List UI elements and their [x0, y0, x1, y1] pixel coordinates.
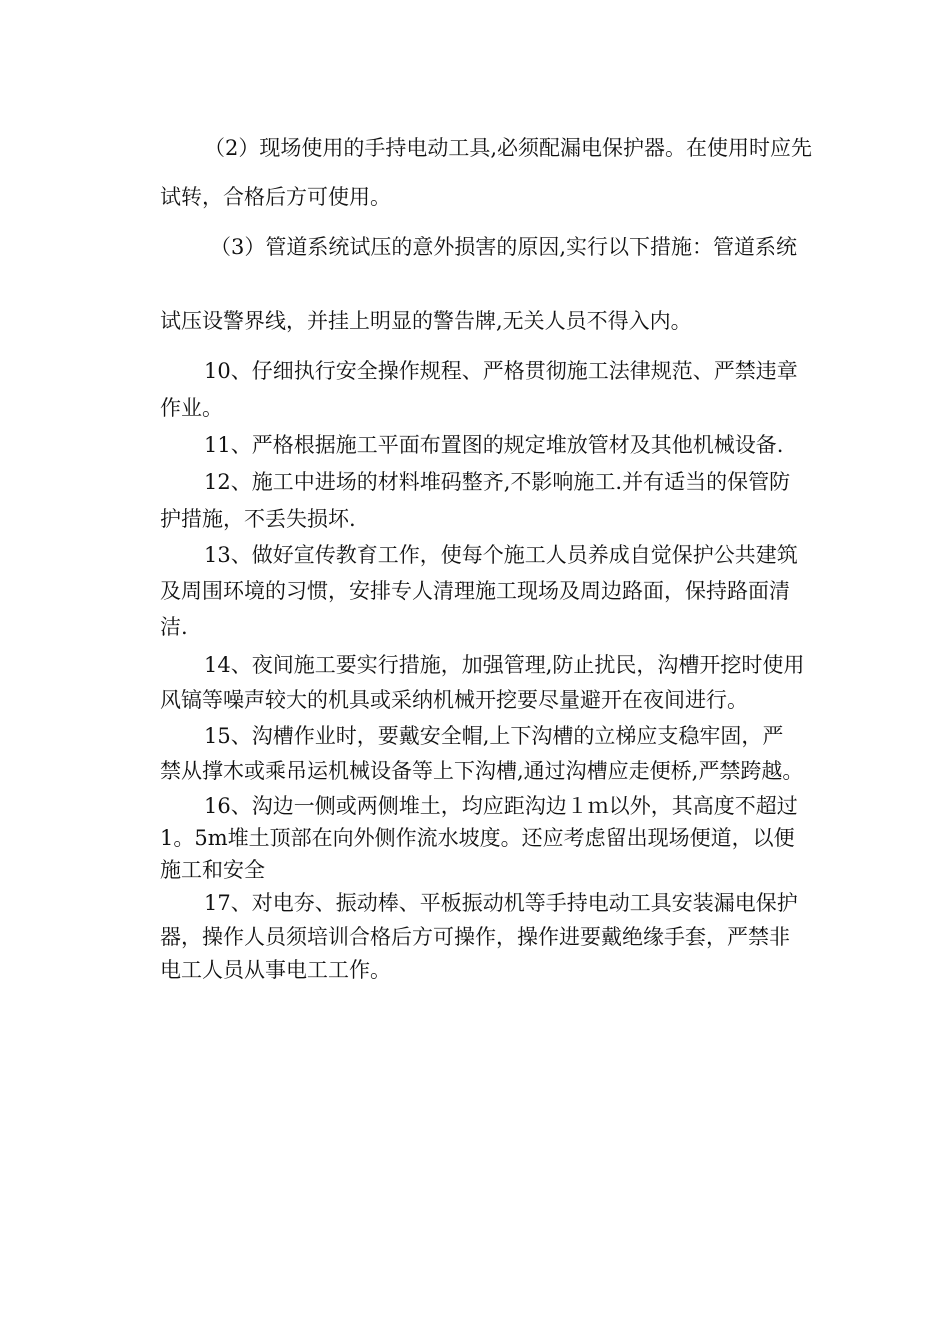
text-line: 试转，合格后方可使用。 — [160, 185, 391, 209]
text-line: 13、做好宣传教育工作，使每个施工人员养成自觉保护公共建筑 — [204, 543, 798, 567]
text-line: 禁从撑木或乘吊运机械设备等上下沟槽,通过沟槽应走便桥,严禁跨越。 — [160, 759, 804, 783]
text-line: 15、沟槽作业时，要戴安全帽,上下沟槽的立梯应支稳牢固，严 — [204, 724, 784, 748]
text-line: 电工人员从事电工工作。 — [160, 958, 391, 982]
text-line: 11、严格根据施工平面布置图的规定堆放管材及其他机械设备. — [204, 433, 784, 457]
text-line: 施工和安全 — [160, 858, 265, 882]
text-line: 1。5m堆土顶部在向外侧作流水坡度。还应考虑留出现场便道，以便 — [160, 826, 795, 850]
text-line: 及周围环境的习惯，安排专人清理施工现场及周边路面，保持路面清 — [160, 579, 790, 603]
text-line: 器，操作人员须培训合格后方可操作，操作进要戴绝缘手套，严禁非 — [160, 925, 790, 949]
text-line: 护措施，不丢失损坏. — [160, 507, 356, 531]
text-line: 10、仔细执行安全操作规程、严格贯彻施工法律规范、严禁违章 — [204, 359, 798, 383]
text-line: 17、对电夯、振动棒、平板振动机等手持电动工具安装漏电保护 — [204, 891, 798, 915]
text-line: 风镐等噪声较大的机具或采纳机械开挖要尽量避开在夜间进行。 — [160, 688, 748, 712]
text-line: 14、夜间施工要实行措施，加强管理,防止扰民，沟槽开挖时使用 — [204, 653, 805, 677]
text-line: （3）管道系统试压的意外损害的原因,实行以下措施：管道系统 — [210, 235, 798, 259]
text-line: 12、施工中进场的材料堆码整齐,不影响施工.并有适当的保管防 — [204, 470, 791, 494]
text-line: 16、沟边一侧或两侧堆土，均应距沟边１ｍ以外，其高度不超过 — [204, 794, 798, 818]
text-line: 试压设警界线，并挂上明显的警告牌,无关人员不得入内。 — [160, 309, 692, 333]
text-line: （2）现场使用的手持电动工具,必须配漏电保护器。在使用时应先 — [204, 136, 813, 160]
text-line: 洁. — [160, 615, 188, 639]
text-line: 作业。 — [160, 396, 223, 420]
